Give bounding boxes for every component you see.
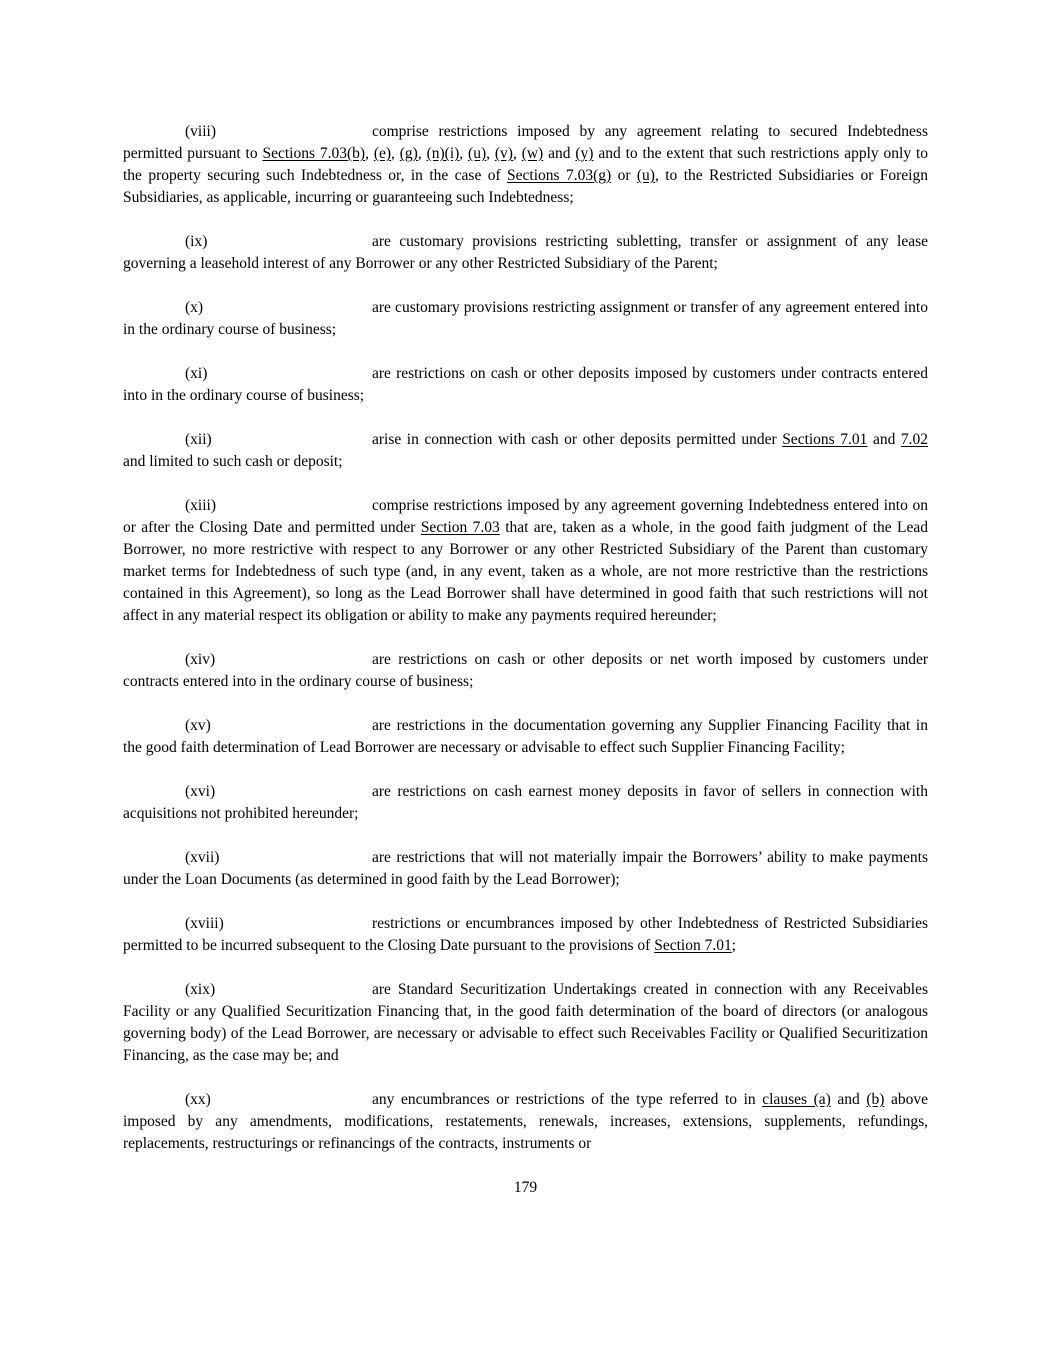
clause-label: (xiii): [185, 497, 216, 514]
section-reference: Sections 7.03(g): [507, 167, 612, 184]
section-reference: (w): [521, 145, 544, 162]
clause-label-tab: [123, 495, 372, 517]
clause-label: (x): [185, 299, 204, 316]
clause-paragraph: (xx) any encumbrances or restrictions of the type referred to in clauses (a) and (b) above imposed by any amendments, modifications, restatements, renewals, increases, extensions, supplements, refundings, replacements, restructurings or refinancings of the contracts, instruments or: [123, 1091, 928, 1152]
section-reference: 7.02: [900, 431, 928, 448]
clause-label: (xx): [185, 1091, 211, 1108]
section-reference: Sections 7.03(b): [262, 145, 366, 162]
section-reference: (y): [575, 145, 594, 162]
clause-paragraph: (xii) arise in connection with cash or other deposits permitted under Sections 7.01 and 7.02 and limited to such cash or deposit;: [123, 431, 928, 470]
clause-paragraph: (xvi) are restrictions on cash earnest money deposits in favor of sellers in connection with acquisitions not prohibited hereunder;: [123, 783, 928, 822]
clause-label-tab: [123, 429, 372, 451]
section-reference: clauses (a): [762, 1091, 831, 1108]
clause-label-tab: [123, 781, 372, 803]
clause-label: (xvii): [185, 849, 220, 866]
clause-label-tab: [123, 231, 372, 253]
clause-label: (xviii): [185, 915, 224, 932]
clause-label: (xv): [185, 717, 211, 734]
section-reference: (g): [399, 145, 418, 162]
clause-paragraph: (xvii) are restrictions that will not materially impair the Borrowers’ ability to make payments under the Loan Documents (as determined in good faith by the Lead Borrower);: [123, 849, 928, 888]
clause-paragraph: (xix) are Standard Securitization Undertakings created in connection with any Receivables Facility or any Qualified Securitization Financing that, in the good faith determination of the board of directors (or analogous governing body) of the Lead Borrower, are necessary or advisable to effect such Receivables Facility or Qualified Securitization Financing, as the case may be; and: [123, 981, 928, 1064]
clause-label-tab: [123, 847, 372, 869]
clause-label: (viii): [185, 123, 216, 140]
clause-label: (xi): [185, 365, 208, 382]
clause-label-tab: [123, 913, 372, 935]
section-reference: Section 7.03: [420, 519, 500, 536]
section-reference: Section 7.01: [654, 937, 732, 954]
clause-paragraph: (xiv) are restrictions on cash or other deposits or net worth imposed by customers under contracts entered into in the ordinary course of business;: [123, 651, 928, 690]
clause-label: (xii): [185, 431, 212, 448]
page-number: 179: [513, 1179, 538, 1196]
clause-paragraph: (xi) are restrictions on cash or other deposits imposed by customers under contracts entered into in the ordinary course of business;: [123, 365, 928, 404]
clause-label-tab: [123, 715, 372, 737]
clause-paragraph: (viii) comprise restrictions imposed by any agreement relating to secured Indebtedness permitted pursuant to Sections 7.03(b), (e), (g), (n)(i), (u), (v), (w) and (y) and to the extent that such restrictions apply only to the property securing such Indebtedness or, in the case of Sections 7.03(g) or (u), to the Restricted Subsidiaries or Foreign Subsidiaries, as applicable, incurring or guaranteeing such Indebtedness;: [123, 123, 929, 206]
clause-label-tab: [123, 363, 372, 385]
clause-label: (xix): [185, 981, 216, 998]
clause-label-tab: [123, 121, 372, 143]
section-reference: (u): [636, 167, 655, 184]
clause-paragraph: (x) are customary provisions restricting assignment or transfer of any agreement entered into in the ordinary course of business;: [123, 299, 928, 338]
clause-paragraph: (ix) are customary provisions restricting subletting, transfer or assignment of any lease governing a leasehold interest of any Borrower or any other Restricted Subsidiary of the Parent;: [123, 233, 928, 272]
clause-label-tab: [123, 297, 372, 319]
clause-label: (xiv): [185, 651, 216, 668]
section-reference: (e): [373, 145, 392, 162]
clause-label-tab: [123, 1089, 372, 1111]
section-reference: (u): [468, 145, 487, 162]
clause-label-tab: [123, 979, 372, 1001]
clause-paragraph: (xv) are restrictions in the documentation governing any Supplier Financing Facility that in the good faith determination of Lead Borrower are necessary or advisable to effect such Supplier Financing Facility;: [123, 717, 928, 756]
clause-label: (xvi): [185, 783, 216, 800]
section-reference: (n)(i): [426, 145, 460, 162]
section-reference: (v): [494, 145, 513, 162]
document-body: [123, 121, 928, 1155]
clause-paragraph: (xiii) comprise restrictions imposed by any agreement governing Indebtedness entered into on or after the Closing Date and permitted under Section 7.03 that are, taken as a whole, in the good faith judgment of the Lead Borrower, no more restrictive with respect to any Borrower or any other Restricted Subsidiary of the Parent than customary market terms for Indebtedness of such type (and, in any event, taken as a whole, are not more restrictive than the restrictions contained in this Agreement), so long as the Lead Borrower shall have determined in good faith that such restrictions will not affect in any material respect its obligation or ability to make any payments required hereunder;: [123, 497, 929, 624]
clause-paragraph: (xviii) restrictions or encumbrances imposed by other Indebtedness of Restricted Subsidiaries permitted to be incurred subsequent to the Closing Date pursuant to the provisions of Section 7.01;: [123, 915, 928, 954]
section-reference: (b): [866, 1091, 885, 1108]
section-reference: Sections 7.01: [782, 431, 868, 448]
clause-label: (ix): [185, 233, 208, 250]
clause-label-tab: [123, 649, 372, 671]
